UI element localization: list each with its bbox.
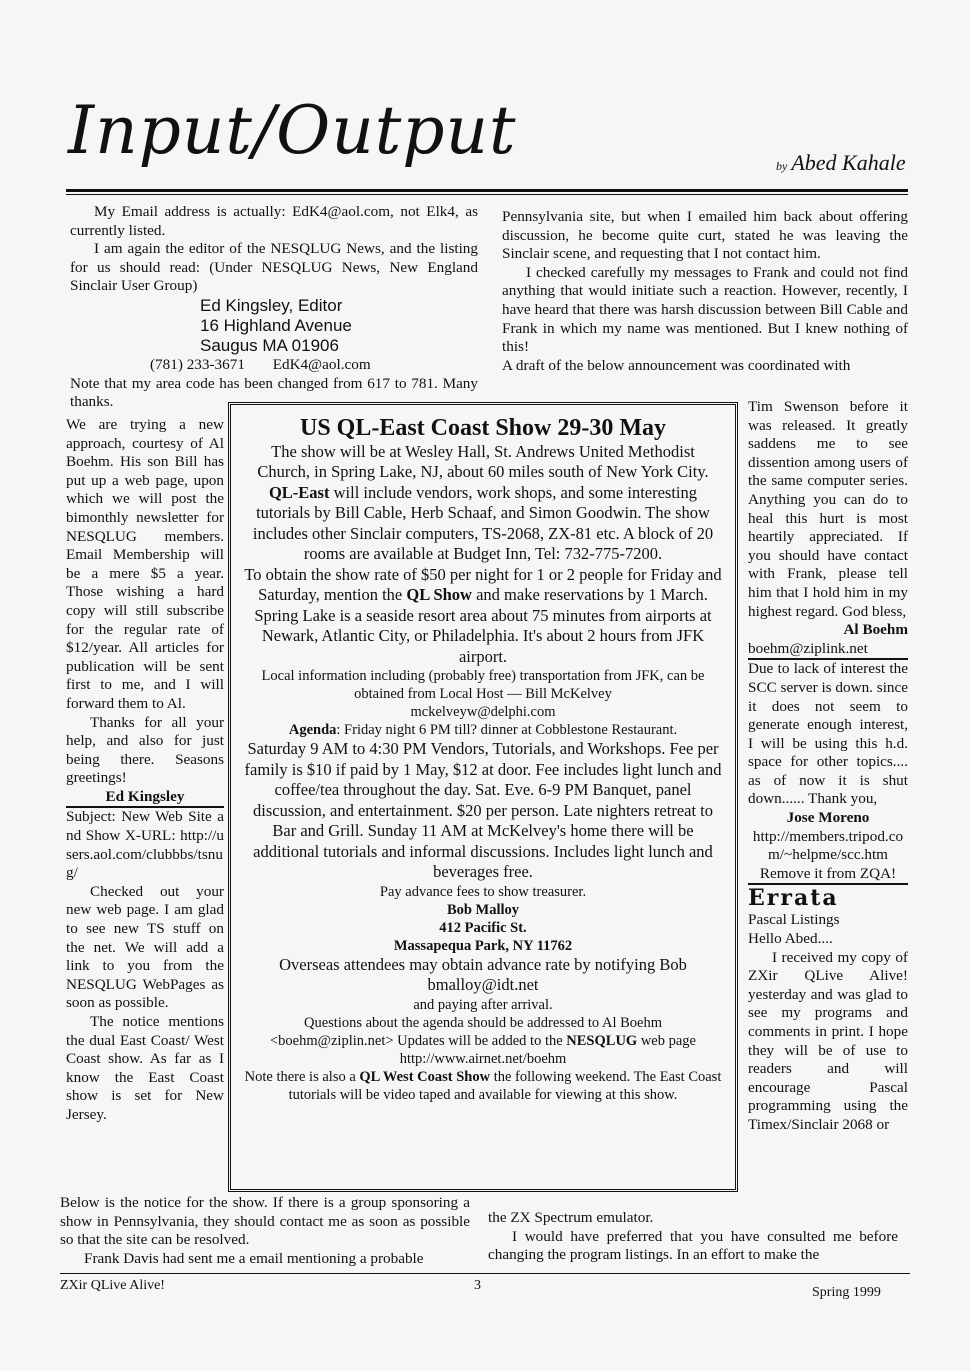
- header-rule-thin: [66, 194, 908, 195]
- paragraph: Hello Abed....: [748, 930, 833, 948]
- paragraph: I received my copy of ZXir QLive Alive! yesterday and was glad to see my programs and comments in print. I hope they will be of use to readers and will encourage Pascal programming using the Timex/Sinclair 2068 or: [748, 948, 908, 1133]
- email-address: EdK4@aol.com: [272, 355, 371, 373]
- phone-number: (781) 233-3671: [150, 355, 245, 373]
- treasurer-name: Bob Malloy: [446, 901, 520, 918]
- notice-paragraph: Local information including (probably free) transportation from JFK, can be obtained from Local Host — Bill McKelvey: [261, 668, 705, 703]
- text: Note there is also a: [244, 1068, 356, 1085]
- bold-text: QL-East: [268, 482, 330, 502]
- paragraph: Due to lack of interest the SCC server is down. since it does not seem to generate enough interest, I will be using this h.d. space for other topics.... as of now it is shut down...... Thank you,: [748, 660, 908, 808]
- text: Questions about the agenda should be addressed to Al Boehm <boehm@ziplin.net> Updates will be added to the: [270, 1014, 662, 1049]
- signature-ed-kingsley: Ed Kingsley: [105, 787, 185, 805]
- paragraph: Thanks for all your help, and also for just being there. Seasons greetings!: [66, 713, 224, 787]
- bold-text: QL West Coast Show: [359, 1068, 491, 1085]
- notice-paragraph: [243, 1014, 723, 1050]
- treasurer-address: Massapequa Park, NY 11762: [393, 937, 573, 954]
- address-line: Saugus MA 01906: [200, 335, 339, 355]
- address-block: [70, 296, 478, 356]
- page-number: 3: [474, 1278, 481, 1293]
- left-column-narrow: [66, 416, 224, 1125]
- footer-issue: Spring 1999: [812, 1285, 881, 1300]
- contact-line: [70, 356, 478, 375]
- address-line: 16 Highland Avenue: [200, 315, 352, 335]
- notice-email: bmalloy@idt.net: [427, 975, 539, 995]
- notice-paragraph: [243, 1068, 723, 1104]
- url: http://members.tripod.com/~helpme/scc.htm: [752, 827, 904, 864]
- byline-prefix: by: [776, 159, 788, 173]
- notice-paragraph: [243, 565, 723, 606]
- notice-paragraph: and paying after arrival.: [413, 996, 553, 1013]
- text: and make reservations by 1 March.: [476, 585, 708, 605]
- text: : Friday night 6 PM till? dinner at Cobblestone Restaurant.: [336, 722, 678, 739]
- left-column-top: [70, 203, 478, 412]
- notice-paragraph: Pay advance fees to show treasurer.: [379, 883, 587, 900]
- notice-paragraph: Overseas attendees may obtain advance rate by notifying Bob: [279, 954, 687, 974]
- page-title: Input/Output: [68, 92, 517, 169]
- notice-email: mckelveyw@delphi.com: [410, 704, 556, 721]
- treasurer-address: 412 Pacific St.: [439, 919, 527, 936]
- text: web page: [640, 1032, 696, 1049]
- footer-publication: ZXir QLive Alive!: [60, 1278, 165, 1293]
- signature-jose-moreno: Jose Moreno: [786, 809, 870, 827]
- notice-paragraph: [243, 442, 723, 565]
- bold-text: QL Show: [406, 585, 472, 605]
- text: the following weekend. The East Coast tutorials will be video taped and available for viewing at this show.: [288, 1068, 722, 1103]
- paragraph: I am again the editor of the NESQLUG News, and the listing for us should read: (Under NESQLUG News, New England Sinclair User Group): [70, 240, 478, 295]
- paragraph: Pennsylvania site, but when I emailed him back about offering discussion, he become quite curt, stated he was leaving the Sinclair scene, and requesting that I not contact him.: [502, 208, 908, 263]
- paragraph: Note that my area code has been changed from 617 to 781. Many thanks.: [70, 374, 478, 411]
- paragraph: I checked carefully my messages to Frank and could not find anything that would initiate such a reaction. However, recently, I have heard that there was harsh discussion between Bill Cable and Frank in which my name was mentioned. But I knew nothing of this!: [502, 263, 908, 356]
- show-notice-box: [228, 402, 738, 1192]
- footer-rule: [60, 1273, 910, 1274]
- notice-paragraph: Spring Lake is a seaside resort area about 75 minutes from airports at Newark, Atlantic City, or Philadelphia. It's about 2 hours from JFK airport.: [254, 605, 712, 666]
- paragraph: I would have preferred that you have consulted me before changing the program listings. In an effort to make the: [488, 1227, 898, 1264]
- byline: [776, 150, 906, 176]
- right-column-top: [502, 208, 908, 375]
- text: will include vendors, work shops, and some interesting tutorials by Bill Cable, Herb Schaaf, and Simon Goodwin. The show includes other Sinclair computers, TS-2068, ZX-81 etc. A block of 20 rooms are available at Budget Inn, Tel: 732-775-7200.: [252, 482, 714, 564]
- paragraph: Frank Davis had sent me a email mentioning a probable: [84, 1249, 424, 1267]
- text: The show will be at Wesley Hall, St. Andrews United Methodist Church, in Spring Lake, NJ, about 60 miles south of New York City.: [257, 441, 709, 482]
- paragraph: My Email address is actually: EdK4@aol.com, not Elk4, as currently listed.: [70, 203, 478, 239]
- paragraph: Pascal Listings: [748, 911, 840, 929]
- left-column-bottom: [60, 1194, 470, 1268]
- notice-paragraph: [243, 721, 723, 739]
- notice-paragraph: Saturday 9 AM to 4:30 PM Vendors, Tutorials, and Workshops. Fee per family is $10 if paid by 1 May, $12 at door. Fee includes light lunch and coffee/tea throughout the day. Sat. Eve. 6-9 PM Banquet, panel discussion, and entertainment. $20 per person. Late nighters retreat to Bar and Grill. Sunday 11 AM at McKelvey's home there will be additional tutorials and informal discussions. Includes light lunch and beverages free.: [244, 739, 722, 882]
- address-line: Ed Kingsley, Editor: [200, 295, 343, 315]
- paragraph: Tim Swenson before it was released. It greatly saddens me to see dissention among users of the same computer series. Anything you can do to heal this hurt is most heartily appreciated. If you should have contact with Frank, please tell him that I hold him in my highest regard. God bless,: [748, 398, 908, 620]
- paragraph: Checked out your new web page. I am glad to see new TS stuff on the net. We will add a link to you from the NESQLUG WebPages as soon as possible.: [66, 882, 224, 1012]
- header-rule: [66, 189, 908, 192]
- errata-heading: Errata: [748, 885, 839, 912]
- right-column-narrow: [748, 398, 908, 1135]
- author-name: Abed Kahale: [791, 150, 906, 175]
- paragraph: Below is the notice for the show. If there is a group sponsoring a show in Pennsylvania, they should contact me as soon as possible so that the site can be resolved.: [60, 1194, 470, 1249]
- email-address: boehm@ziplink.net: [748, 639, 868, 657]
- right-column-bottom: [488, 1209, 898, 1265]
- signature-al-boehm: Al Boehm: [843, 621, 908, 639]
- paragraph: We are trying a new approach, courtesy of Al Boehm. His son Bill has put up a web page, upon which we will post the bimonthly newsletter for NESQLUG members. Email Membership will be a mere $5 a year. Those wishing a hard copy will still subscribe for the regular rate of $12/year. All articles for publication will be sent first to me, and I will forward them to Al.: [66, 416, 224, 712]
- remove-note: Remove it from ZQA!: [759, 864, 897, 882]
- notice-heading: US QL-East Coast Show 29-30 May: [299, 415, 667, 441]
- paragraph: The notice mentions the dual East Coast/ West Coast show. As far as I know the East Coast show is set for New Jersey.: [66, 1013, 224, 1123]
- text: To obtain the show rate of $50 per night for 1 or 2 people for Friday and Saturday, mention the: [244, 564, 722, 605]
- bold-text: NESQLUG: [566, 1032, 638, 1049]
- paragraph: Subject: New Web Site and Show X-URL: http://users.aol.com/clubbbs/tsnug/: [66, 808, 224, 882]
- paragraph: A draft of the below announcement was coordinated with: [502, 356, 851, 374]
- paragraph: the ZX Spectrum emulator.: [488, 1209, 654, 1226]
- bold-text: Agenda: [288, 722, 337, 739]
- notice-url: http://www.airnet.net/boehm: [399, 1050, 567, 1067]
